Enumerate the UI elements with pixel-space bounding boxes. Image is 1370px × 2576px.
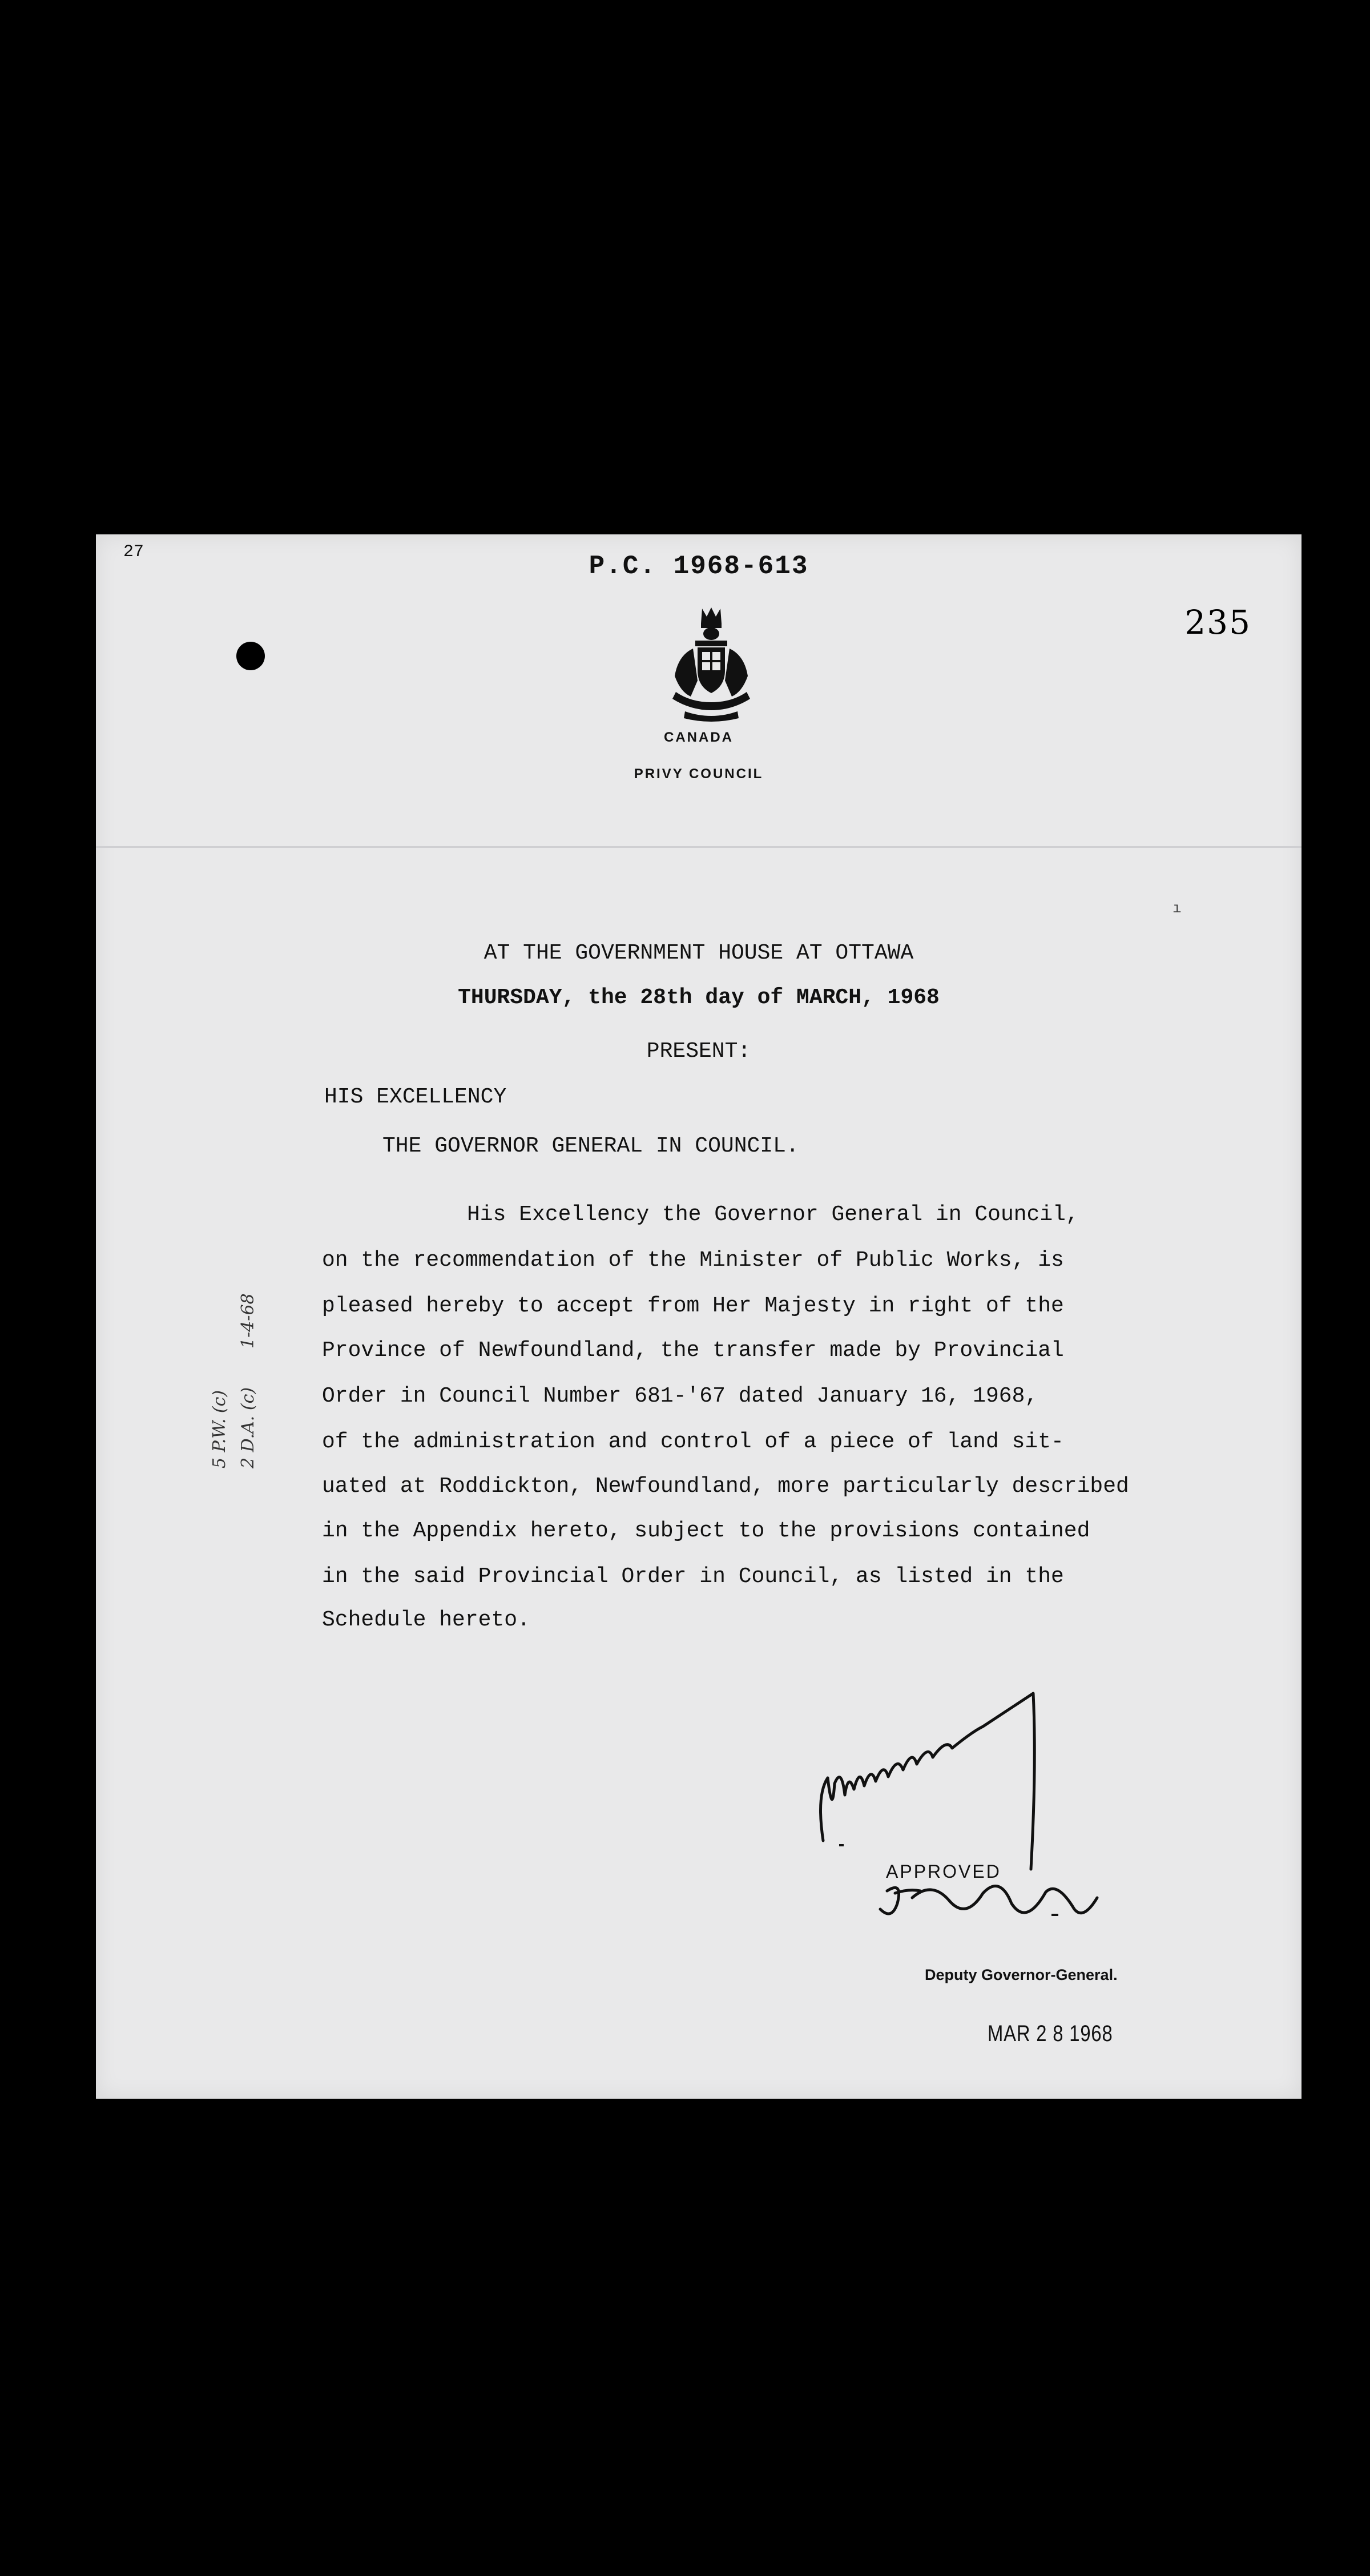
excellency-line: HIS EXCELLENCY [324, 1085, 507, 1109]
governor-signature [812, 1681, 1166, 1978]
body-line: in the said Provincial Order in Council, as listed in the [322, 1564, 1064, 1589]
body-line: pleased hereby to accept from Her Majesty in right of the [322, 1294, 1064, 1318]
body-line: in the Appendix hereto, subject to the provisions contained [322, 1519, 1090, 1543]
body-line: on the recommendation of the Minister of Public Works, is [322, 1248, 1064, 1273]
body-line: uated at Roddickton, Newfoundland, more particularly described [322, 1474, 1129, 1499]
header-divider [96, 846, 1302, 848]
date-stamp: MAR 2 8 1968 [988, 2021, 1113, 2046]
page-number: 235 [1184, 603, 1251, 642]
corner-mark: 27 [123, 542, 144, 562]
present-line: PRESENT: [646, 1039, 751, 1064]
body-line: Schedule hereto. [322, 1608, 530, 1632]
document-page [96, 534, 1302, 2099]
body-line: Order in Council Number 681-'67 dated January 16, 1968, [322, 1384, 1038, 1408]
approved-label: APPROVED [886, 1861, 1001, 1882]
governor-line: THE GOVERNOR GENERAL IN COUNCIL. [382, 1134, 799, 1158]
pc-number: P.C. 1968-613 [589, 552, 809, 581]
punch-hole [236, 642, 265, 670]
agency-label: CANADA [664, 730, 734, 745]
council-label: PRIVY COUNCIL [634, 766, 764, 782]
coat-of-arms-icon [668, 606, 755, 722]
location-line: AT THE GOVERNMENT HOUSE AT OTTAWA [483, 941, 914, 965]
body-line: of the administration and control of a piece of land sit- [322, 1430, 1064, 1454]
date-line: THURSDAY, the 28th day of MARCH, 1968 [458, 985, 940, 1010]
stray-mark: ı [1172, 900, 1182, 917]
deputy-title: Deputy Governor-General. [925, 1966, 1118, 1983]
margin-note-text: 2 D.A. (c) [238, 1387, 258, 1468]
body-line: His Excellency the Governor General in Council, [467, 1202, 1079, 1227]
margin-note-text: 5 P.W. (c) [209, 1390, 229, 1468]
margin-note-text: 1-4-68 [238, 1293, 258, 1349]
margin-note [204, 1274, 273, 1514]
body-line: Province of Newfoundland, the transfer made by Provincial [322, 1338, 1064, 1363]
